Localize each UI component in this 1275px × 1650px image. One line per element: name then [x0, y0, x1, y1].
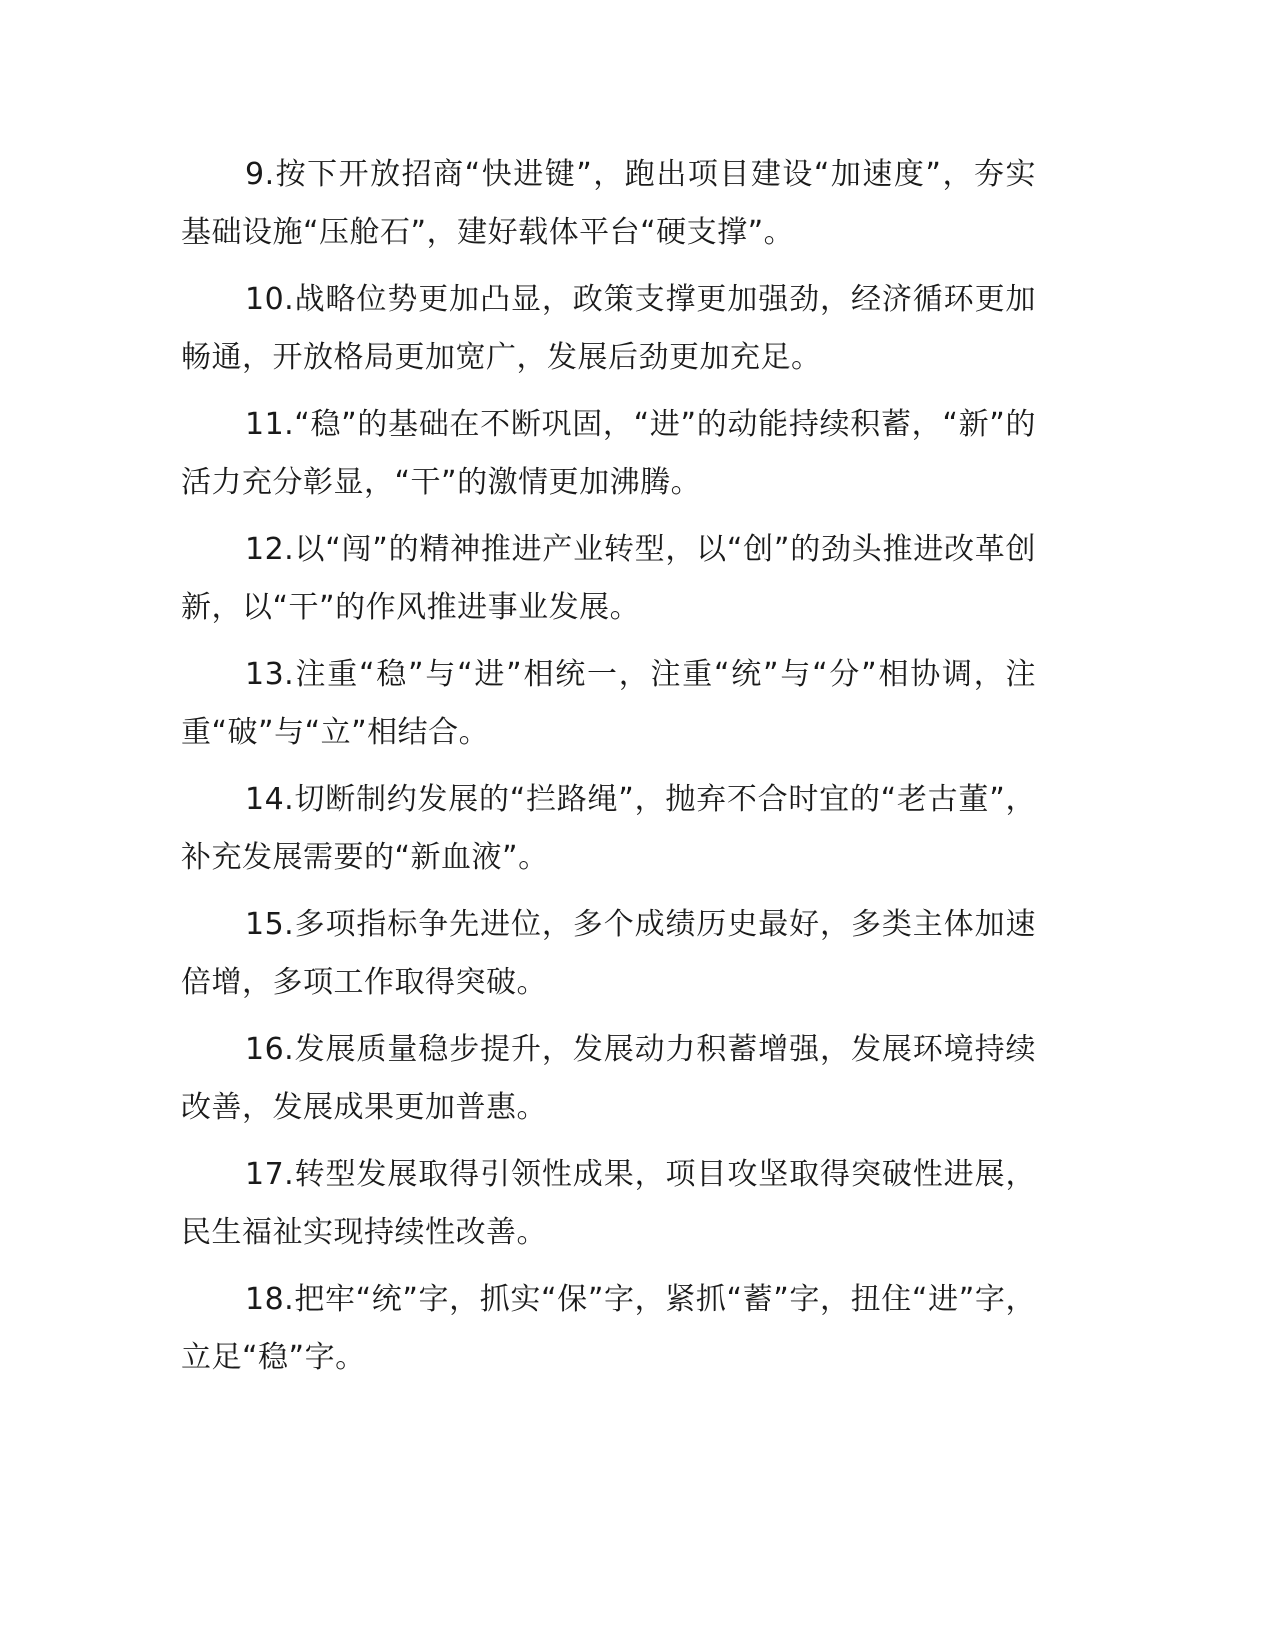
- paragraph-17: 17.转型发展取得引领性成果，项目攻坚取得突破性进展，民生福祉实现持续性改善。: [181, 1157, 1036, 1250]
- document-body: [181, 146, 1036, 1396]
- paragraph-9: 9.按下开放招商“快进键”，跑出项目建设“加速度”，夯实基础设施“压舱石”，建好载体平台“硬支撑”。: [181, 157, 1036, 250]
- paragraph-16: 16.发展质量稳步提升，发展动力积蓄增强，发展环境持续改善，发展成果更加普惠。: [181, 1032, 1036, 1125]
- paragraph-12: 12.以“闯”的精神推进产业转型，以“创”的劲头推进改革创新，以“干”的作风推进事业发展。: [181, 532, 1036, 625]
- paragraph-13: 13.注重“稳”与“进”相统一，注重“统”与“分”相协调，注重“破”与“立”相结合。: [181, 657, 1036, 750]
- paragraph-18: 18.把牢“统”字，抓实“保”字，紧抓“蓄”字，扭住“进”字，立足“稳”字。: [181, 1282, 1036, 1375]
- paragraph-10: 10.战略位势更加凸显，政策支撑更加强劲，经济循环更加畅通，开放格局更加宽广，发展后劲更加充足。: [181, 282, 1036, 375]
- paragraph-15: 15.多项指标争先进位，多个成绩历史最好，多类主体加速倍增，多项工作取得突破。: [181, 907, 1036, 1000]
- paragraph-11: 11.“稳”的基础在不断巩固，“进”的动能持续积蓄，“新”的活力充分彰显，“干”的激情更加沸腾。: [181, 407, 1036, 500]
- paragraph-14: 14.切断制约发展的“拦路绳”，抛弃不合时宜的“老古董”，补充发展需要的“新血液”。: [181, 782, 1036, 875]
